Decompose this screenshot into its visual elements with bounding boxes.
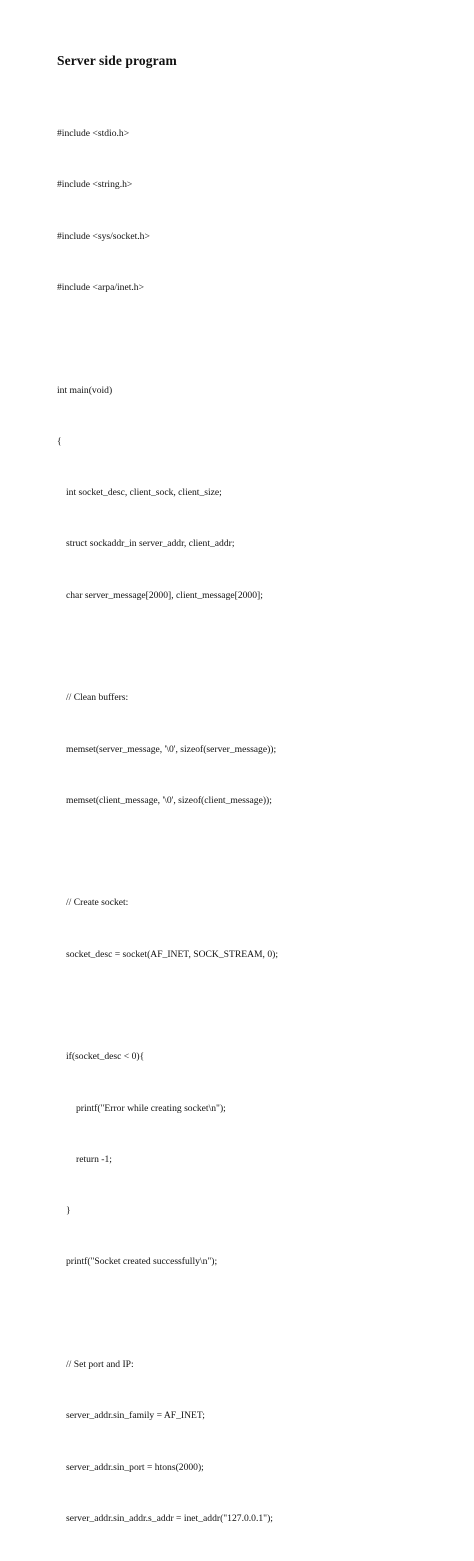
code-line-return-error: return -1; (76, 1153, 112, 1165)
code-line-include-inet: #include <arpa/inet.h> (57, 282, 145, 294)
code-line-blank (57, 997, 278, 1014)
code-line-sin-port: server_addr.sin_port = htons(2000); (66, 1461, 204, 1473)
code-line-if-socket-error: if(socket_desc < 0){ (66, 1051, 145, 1063)
code-line-printf-success: printf("Socket created successfully\n"); (66, 1256, 218, 1268)
code-line-blank (57, 638, 278, 655)
code-line-memset-client: memset(client_message, '\0', sizeof(client_message)); (66, 794, 272, 806)
code-line-include-socket: #include <sys/socket.h> (57, 230, 150, 242)
code-line-include-stdio: #include <stdio.h> (57, 128, 130, 140)
page-title: Server side program (57, 53, 177, 68)
code-line-close-if: } (66, 1205, 71, 1217)
code-line-printf-error: printf("Error while creating socket\n"); (76, 1102, 226, 1114)
code-line-comment-create-socket: // Create socket: (66, 897, 129, 909)
code-line-memset-server: memset(server_message, '\0', sizeof(server_message)); (66, 743, 277, 755)
code-line-blank (57, 843, 278, 860)
code-block (57, 91, 278, 1561)
code-line-struct-declarations: struct sockaddr_in server_addr, client_addr; (66, 538, 235, 550)
code-line-comment-clean-buffers: // Clean buffers: (66, 692, 129, 704)
code-line-socket-call: socket_desc = socket(AF_INET, SOCK_STREAM, 0); (66, 948, 279, 960)
code-line-comment-set-port: // Set port and IP: (66, 1358, 134, 1370)
code-line-sin-addr: server_addr.sin_addr.s_addr = inet_addr("127.0.0.1"); (66, 1512, 273, 1524)
code-line-sin-family: server_addr.sin_family = AF_INET; (66, 1410, 205, 1422)
code-line-main-signature: int main(void) (57, 384, 113, 396)
code-line-blank (57, 1305, 278, 1322)
code-line-include-string: #include <string.h> (57, 179, 133, 191)
code-line-char-buffers: char server_message[2000], client_message[2000]; (66, 589, 263, 601)
code-line-int-declarations: int socket_desc, client_sock, client_size; (66, 487, 222, 499)
code-line-open-brace: { (57, 435, 62, 447)
code-line-blank (57, 330, 278, 347)
